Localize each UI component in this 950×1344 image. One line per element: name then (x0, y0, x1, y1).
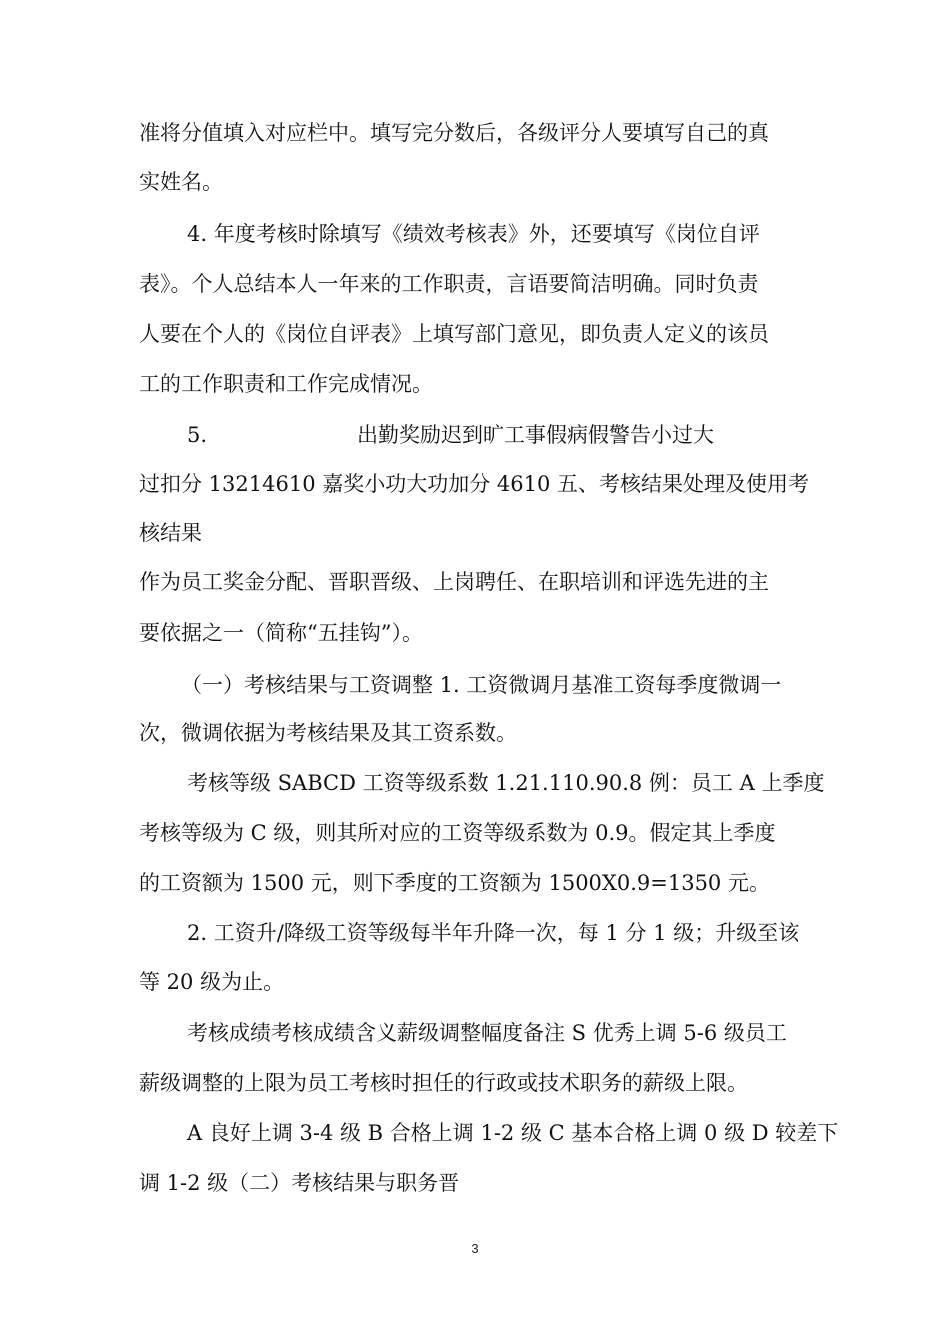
text-line: 4. 年度考核时除填写《绩效考核表》外，还要填写《岗位自评 (187, 222, 760, 246)
text-line: 2. 工资升/降级工资等级每半年升降一次，每 1 分 1 级；升级至该 (187, 921, 800, 945)
text-line: 考核成绩考核成绩含义薪级调整幅度备注 S 优秀上调 5-6 级员工 (187, 1021, 787, 1045)
text-line: A 良好上调 3-4 级 B 合格上调 1-2 级 C 基本合格上调 0 级 D 较差下 (187, 1121, 839, 1145)
text-line: 考核等级为 C 级，则其所对应的工资等级系数为 0.9。假定其上季度 (139, 821, 776, 845)
text-line: 的工资额为 1500 元，则下季度的工资额为 1500X0.9=1350 元。 (139, 871, 770, 895)
text-line: （一）考核结果与工资调整 1. 工资微调月基准工资每季度微调一 (181, 673, 782, 697)
text-line: 表》。个人总结本人一年来的工作职责，言语要简洁明确。同时负责 (139, 272, 759, 296)
text-line: 核结果 (139, 521, 202, 545)
text-line: 实姓名。 (139, 170, 223, 194)
text-line: 过扣分 13214610 嘉奖小功大功加分 4610 五、考核结果处理及使用考 (139, 472, 810, 496)
text-line: 要依据之一（简称“五挂钩”）。 (139, 621, 423, 645)
text-line: 考核等级 SABCD 工资等级系数 1.21.110.90.8 例：员工 A 上季度 (187, 771, 825, 795)
text-line: 人要在个人的《岗位自评表》上填写部门意见，即负责人定义的该员 (139, 322, 769, 346)
text-line: 5. (187, 423, 208, 447)
text-line: 次，微调依据为考核结果及其工资系数。 (139, 721, 517, 745)
text-line: 工的工作职责和工作完成情况。 (139, 372, 433, 396)
text-line: 作为员工奖金分配、晋职晋级、上岗聘任、在职培训和评选先进的主 (139, 570, 769, 594)
text-line: 准将分值填入对应栏中。填写完分数后，各级评分人要填写自己的真 (139, 121, 769, 145)
text-line: 薪级调整的上限为员工考核时担任的行政或技术职务的薪级上限。 (139, 1071, 748, 1095)
text-line: 等 20 级为止。 (139, 970, 285, 994)
text-line: 调 1-2 级（二）考核结果与职务晋 (139, 1171, 460, 1195)
page-number: 3 (471, 1241, 479, 1256)
text-line: 出勤奖励迟到旷工事假病假警告小过大 (357, 423, 714, 447)
